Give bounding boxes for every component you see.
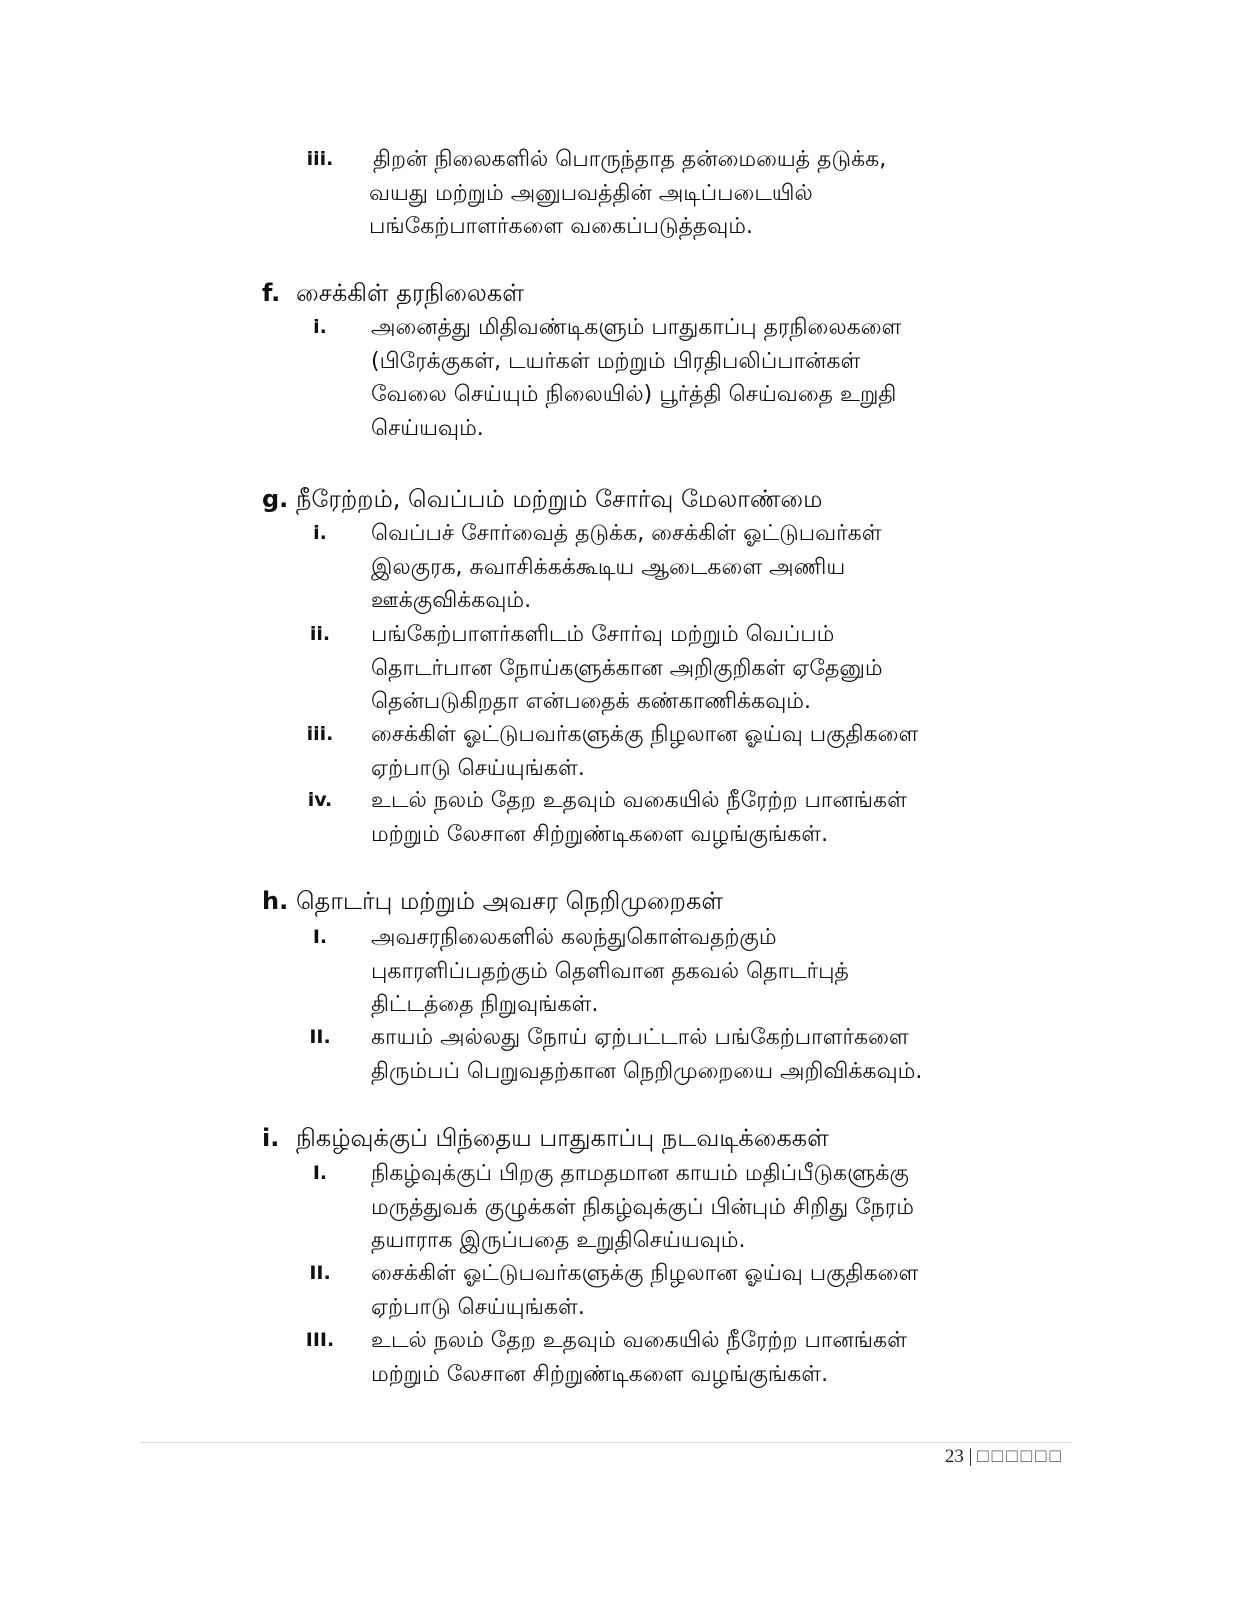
list-item	[300, 1157, 1080, 1258]
list-marker: II.	[309, 1262, 331, 1284]
list-item-line: (பிரேக்குகள், டயர்கள் மற்றும் பிரதிபலிப்பான்கள்	[371, 348, 861, 374]
list-item-line: திட்டத்தை நிறுவுங்கள்.	[371, 992, 599, 1017]
list-marker: III.	[305, 1329, 335, 1351]
list-item-line: ஏற்பாடு செய்யுங்கள்.	[371, 755, 585, 781]
list-item	[300, 618, 1080, 719]
section-letter: h.	[262, 887, 289, 915]
list-item	[300, 517, 1080, 618]
list-item-text	[371, 1257, 1080, 1324]
page-footer	[945, 1446, 1064, 1468]
list-marker: iii.	[306, 148, 334, 170]
list-item	[300, 1021, 1080, 1088]
list-item-text	[369, 143, 1080, 244]
list-item-line: ஊக்குவிக்கவும்.	[371, 588, 532, 613]
list-item-text	[371, 921, 1080, 1022]
list-marker: i.	[313, 316, 327, 338]
section-heading	[262, 884, 723, 918]
list-item-line: திறன் நிலைகளில் பொருந்தாத தன்மையைத் தடுக்க,	[373, 147, 887, 172]
list-marker: ii.	[309, 623, 331, 645]
list-item-line: பங்கேற்பாளர்களிடம் சோர்வு மற்றும் வெப்பம்	[371, 622, 835, 647]
list-item-text	[371, 784, 1080, 851]
section-title: நிகழ்வுக்குப் பிந்தைய பாதுகாப்பு நடவடிக்கைகள்	[296, 1124, 829, 1152]
list-item	[300, 311, 1080, 445]
list-item-line: அவசரநிலைகளில் கலந்துகொள்வதற்கும்	[371, 925, 777, 950]
list-item-line: உடல் நலம் தேற உதவும் வகையில் நீரேற்ற பானங்கள்	[371, 788, 907, 813]
section-heading	[262, 1121, 829, 1155]
list-item-text	[371, 618, 1080, 719]
list-item-text	[371, 517, 1080, 618]
section-letter: i.	[262, 1124, 280, 1152]
list-item-line: காயம் அல்லது நோய் ஏற்பட்டால் பங்கேற்பாளர்களை	[371, 1025, 909, 1050]
list-item-line: வேலை செய்யும் நிலையில்) பூர்த்தி செய்வதை உறுதி	[371, 382, 897, 407]
list-item-line: இலகுரக, சுவாசிக்கக்கூடிய ஆடைகளை அணிய	[371, 554, 846, 580]
list-item-line: மற்றும் லேசான சிற்றுண்டிகளை வழங்குங்கள்.	[371, 1361, 829, 1387]
section-letter: f.	[262, 279, 281, 307]
list-item	[300, 921, 1080, 1022]
section-title: நீரேற்றம், வெப்பம் மற்றும் சோர்வு மேலாண்மை	[296, 485, 823, 513]
list-item-text	[371, 718, 1080, 785]
section-title: சைக்கிள் தரநிலைகள்	[296, 279, 524, 307]
list-marker: I.	[312, 1162, 328, 1184]
list-item-text	[371, 311, 1080, 445]
list-item	[300, 143, 1080, 244]
list-item-line: தென்படுகிறதா என்பதைக் கண்காணிக்கவும்.	[371, 689, 811, 714]
list-item	[300, 1257, 1080, 1324]
list-marker: I.	[312, 926, 328, 948]
list-item-line: சைக்கிள் ஓட்டுபவர்களுக்கு நிழலான ஓய்வு பகுதிகளை	[371, 722, 919, 747]
list-item-line: சைக்கிள் ஓட்டுபவர்களுக்கு நிழலான ஓய்வு பகுதிகளை	[371, 1261, 919, 1286]
list-item	[300, 1324, 1080, 1391]
section-heading	[262, 482, 822, 516]
footer-placeholder-glyphs: □□□□□□	[977, 1446, 1064, 1467]
list-marker: iii.	[306, 723, 334, 745]
section-title: தொடர்பு மற்றும் அவசர நெறிமுறைகள்	[296, 887, 724, 915]
section-letter: g.	[262, 485, 289, 513]
list-item-line: வெப்பச் சோர்வைத் தடுக்க, சைக்கிள் ஓட்டுபவர்கள்	[371, 521, 882, 546]
list-marker: iv.	[307, 789, 333, 811]
list-item-line: நிகழ்வுக்குப் பிறகு தாமதமான காயம் மதிப்பீடுகளுக்கு	[371, 1161, 909, 1186]
list-item-line: உடல் நலம் தேற உதவும் வகையில் நீரேற்ற பானங்கள்	[371, 1328, 907, 1353]
list-item-line: ஏற்பாடு செய்யுங்கள்.	[371, 1294, 585, 1320]
page-number: 23	[944, 1446, 964, 1467]
list-item	[300, 718, 1080, 785]
list-item-line: மருத்துவக் குழுக்கள் நிகழ்வுக்குப் பின்பும் சிறிது நேரம்	[371, 1194, 914, 1220]
list-item-line: பங்கேற்பாளர்களை வகைப்படுத்தவும்.	[369, 214, 753, 239]
list-item-line: திரும்பப் பெறுவதற்கான நெறிமுறையை அறிவிக்கவும்.	[371, 1058, 923, 1084]
footer-separator: |	[968, 1446, 973, 1467]
list-item-line: மற்றும் லேசான சிற்றுண்டிகளை வழங்குங்கள்.	[371, 821, 829, 847]
list-item-text	[371, 1021, 1080, 1088]
list-marker: i.	[313, 522, 327, 544]
list-item-line: அனைத்து மிதிவண்டிகளும் பாதுகாப்பு தரநிலைகளை	[371, 315, 902, 340]
section-heading	[262, 276, 524, 310]
list-item-line: வயது மற்றும் அனுபவத்தின் அடிப்படையில்	[369, 180, 813, 206]
list-item-text	[371, 1324, 1080, 1391]
list-item-line: தொடர்பான நோய்களுக்கான அறிகுறிகள் ஏதேனும்	[371, 655, 883, 681]
list-item-line: செய்யவும்.	[371, 415, 484, 441]
list-item-text	[371, 1157, 1080, 1258]
list-item-line: புகாரளிப்பதற்கும் தெளிவான தகவல் தொடர்புத்	[371, 958, 849, 984]
footer-divider	[140, 1442, 1072, 1443]
list-marker: II.	[309, 1026, 331, 1048]
list-item	[300, 784, 1080, 851]
list-item-line: தயாராக இருப்பதை உறுதிசெய்யவும்.	[371, 1228, 746, 1253]
